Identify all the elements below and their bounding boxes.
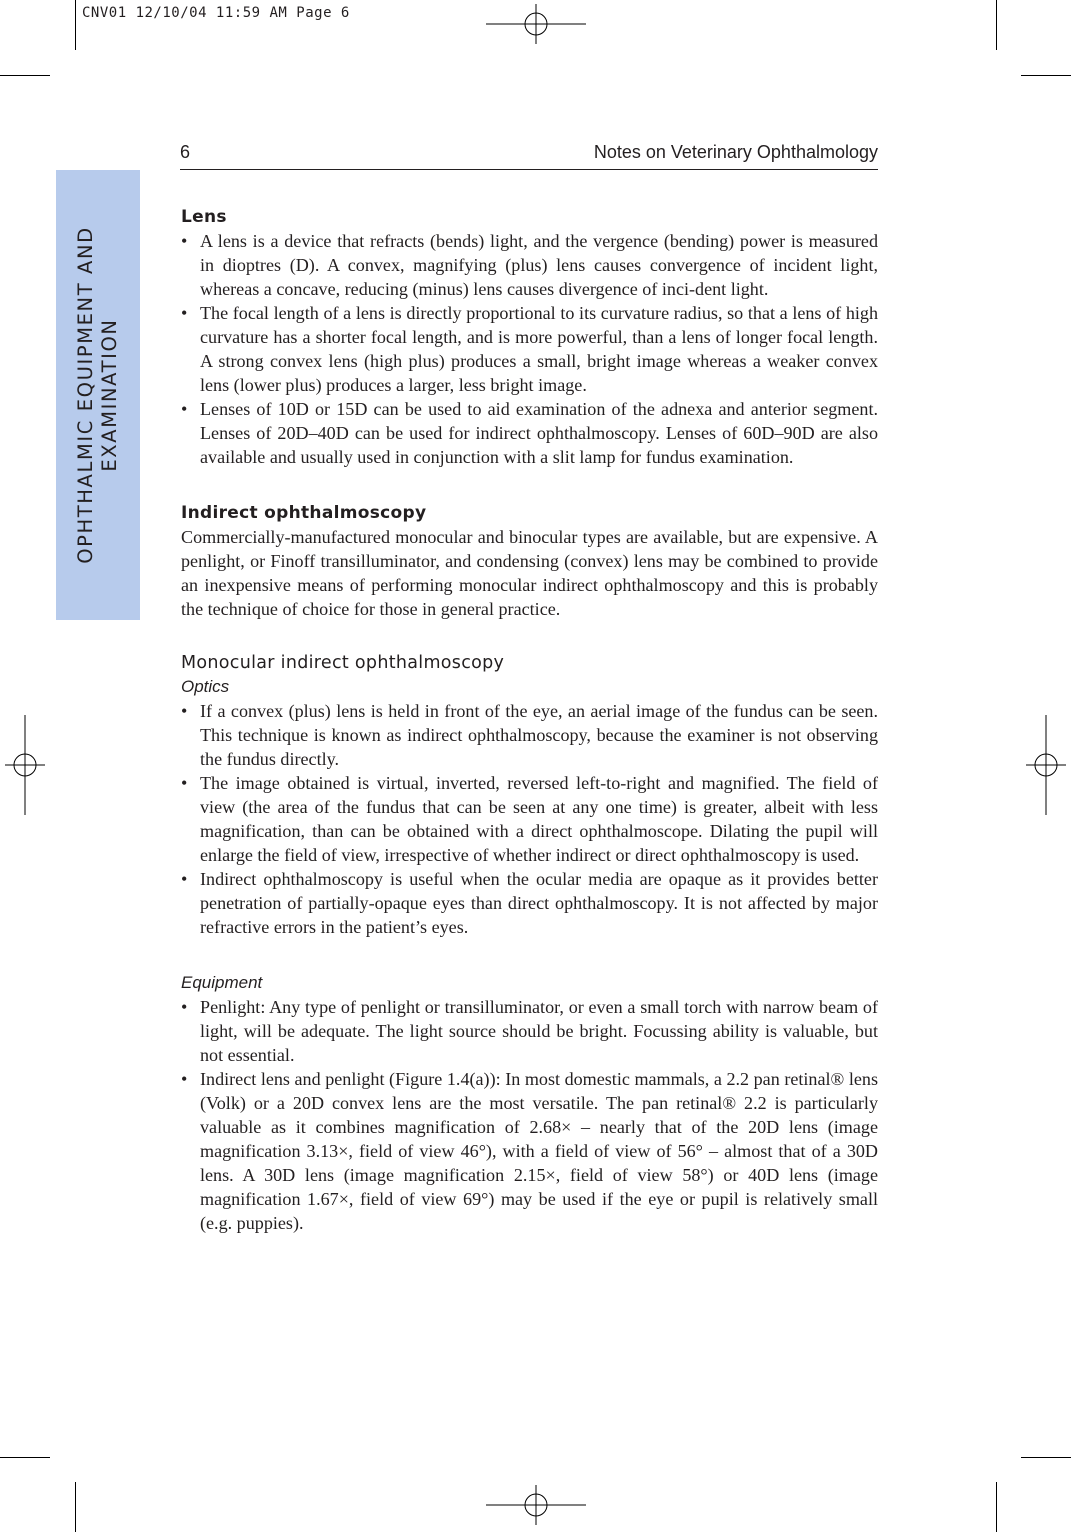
page-body bbox=[181, 205, 878, 1235]
list-item: • Penlight: Any type of penlight or transilluminator, or even a small torch with narrow beam of light, will be adequate. The light source should be bright. Focussing ability is valuable, but not essential. bbox=[181, 995, 878, 1067]
spacer bbox=[181, 621, 878, 651]
registration-mark-icon bbox=[5, 715, 45, 815]
optics-heading: Optics bbox=[181, 677, 230, 696]
crop-mark bbox=[996, 1482, 997, 1532]
list-item: • Indirect ophthalmoscopy is useful when the ocular media are opaque as it provides better penetration of partially-opaque eyes than direct ophthalmoscopy. It is not affected by major refractive errors in the patient’s eyes. bbox=[181, 867, 878, 939]
crop-mark bbox=[75, 1482, 76, 1532]
header-rule bbox=[180, 169, 878, 170]
crop-mark bbox=[0, 1457, 50, 1458]
lens-bullet-list bbox=[181, 229, 878, 469]
list-item: • The focal length of a lens is directly proportional to its curvature radius, so that a lens of high curvature has a shorter focal length, and is more powerful, than a lens of longer focal length. A strong convex lens (high plus) produces a small, bright image whereas a weaker convex lens (lower plus) produces a larger, less bright image. bbox=[181, 301, 878, 397]
equipment-heading: Equipment bbox=[181, 973, 263, 992]
section-heading-lens: Lens bbox=[181, 207, 227, 227]
subsection-heading-monocular: Monocular indirect ophthalmoscopy bbox=[181, 653, 505, 673]
crop-mark bbox=[996, 0, 997, 50]
crop-mark bbox=[0, 75, 50, 76]
list-item: • If a convex (plus) lens is held in front of the eye, an aerial image of the fundus can be seen. This technique is known as indirect ophthalmoscopy, because the examiner is not observing the fundus directly. bbox=[181, 699, 878, 771]
chapter-side-tab-line1: OPHTHALMIC EQUIPMENT AND bbox=[74, 226, 97, 564]
equipment-bullet-list bbox=[181, 995, 878, 1235]
list-item: • The image obtained is virtual, inverted, reversed left-to-right and magnified. The field of view (the area of the fundus that can be seen at any one time) is greater, albeit with less magnification, than can be obtained with a direct ophthalmoscope. Dilating the pupil will enlarge the field of view, irrespective of whether indirect or direct ophthalmoscopy is used. bbox=[181, 771, 878, 867]
spacer bbox=[181, 469, 878, 501]
page-number: 6 bbox=[180, 142, 191, 162]
list-item: • Lenses of 10D or 15D can be used to aid examination of the adnexa and anterior segment. Lenses of 20D–40D can be used for indirect ophthalmoscopy. Lenses of 60D–90D are also available and usually used in conjunction with a slit lamp for fundus examination. bbox=[181, 397, 878, 469]
list-item: • Indirect lens and penlight (Figure 1.4(a)): In most domestic mammals, a 2.2 pan retinal® lens (Volk) or a 20D convex lens are the most versatile. The pan retinal® 2.2 is particularly valuable as it combines magnification of 2.68× – nearly that of the 20D lens (image magnification 3.13×, field of view 46°), with a field of view of 56° – almost that of a 30D lens. A 30D lens (image magnification 2.15×, field of view 58°) or 40D lens (image magnification 1.67×, field of view 69°) may be used if the eye or pupil is relatively small (e.g. puppies). bbox=[181, 1067, 878, 1235]
running-head-title: Notes on Veterinary Ophthalmology bbox=[593, 142, 878, 162]
optics-bullet-list bbox=[181, 699, 878, 939]
registration-mark-icon bbox=[486, 4, 586, 44]
print-slug: CNV01 12/10/04 11:59 AM Page 6 bbox=[82, 5, 350, 21]
list-item: • A lens is a device that refracts (bends) light, and the vergence (bending) power is measured in dioptres (D). A convex, magnifying (plus) lens causes convergence of incident light, whereas a concave, reducing (minus) lens causes divergence of inci-dent light. bbox=[181, 229, 878, 301]
spacer bbox=[181, 939, 878, 971]
chapter-side-tab-label bbox=[74, 170, 122, 620]
crop-mark bbox=[1021, 75, 1071, 76]
registration-mark-icon bbox=[1026, 715, 1066, 815]
chapter-side-tab-line2: EXAMINATION bbox=[98, 318, 121, 472]
registration-mark-icon bbox=[486, 1485, 586, 1525]
section-heading-indirect-ophthalmoscopy: Indirect ophthalmoscopy bbox=[181, 503, 427, 523]
crop-mark bbox=[1021, 1457, 1071, 1458]
indirect-ophthalmoscopy-paragraph: Commercially-manufactured monocular and binocular types are available, but are expensive. A penlight, or Finoff transilluminator, and condensing (convex) lens may be combined to provide an inexpensive means of performing monocular indirect ophthalmoscopy and this is probably the technique of choice for those in general practice. bbox=[181, 527, 878, 619]
crop-mark bbox=[75, 0, 76, 50]
